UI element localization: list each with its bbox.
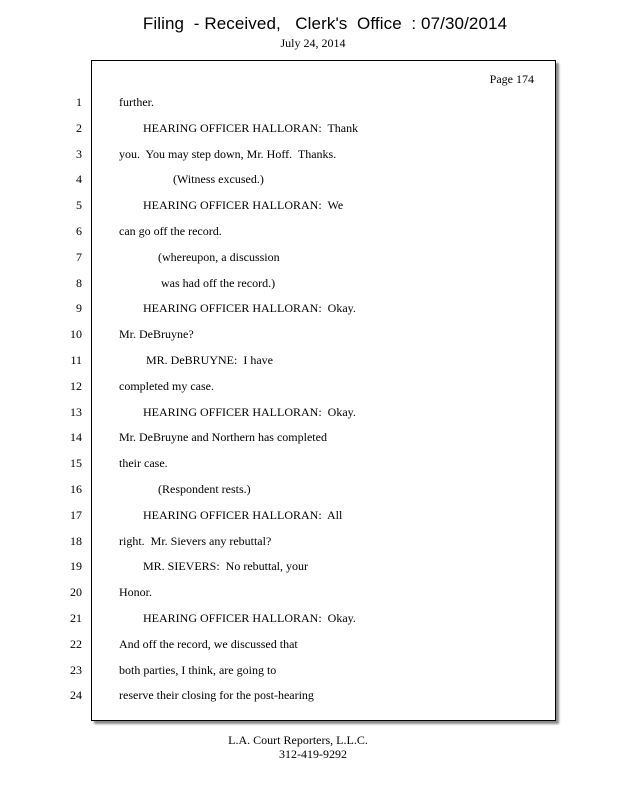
line-number: 16 <box>70 482 82 496</box>
line-number: 21 <box>70 611 82 625</box>
transcript-line-text: was had off the record.) <box>119 276 276 290</box>
transcript-line-text: MR. DeBRUYNE: I have <box>119 353 273 367</box>
transcript-line-text: And off the record, we discussed that <box>119 637 298 651</box>
transcript-line-text: can go off the record. <box>119 224 222 238</box>
line-number: 24 <box>70 688 82 702</box>
line-number: 17 <box>70 508 82 522</box>
line-number: 15 <box>70 456 82 470</box>
line-number: 14 <box>70 430 82 444</box>
court-reporter-phone: 312-419-9292 <box>279 747 347 761</box>
line-number: 6 <box>76 224 82 238</box>
transcript-line-text: right. Mr. Sievers any rebuttal? <box>119 534 272 548</box>
transcript-line-text: HEARING OFFICER HALLORAN: Okay. <box>119 405 356 419</box>
line-number: 23 <box>70 663 82 677</box>
transcript-line-text: Mr. DeBruyne? <box>119 327 194 341</box>
line-number: 1 <box>76 95 82 109</box>
line-number: 18 <box>70 534 82 548</box>
transcript-line-text: MR. SIEVERS: No rebuttal, your <box>119 559 308 573</box>
line-number: 7 <box>76 250 82 264</box>
transcript-line-text: both parties, I think, are going to <box>119 663 277 677</box>
transcript-date: July 24, 2014 <box>280 36 346 50</box>
transcript-line-text: reserve their closing for the post-hearing <box>119 688 314 702</box>
line-number: 3 <box>76 147 82 161</box>
transcript-line-text: (Witness excused.) <box>119 172 264 186</box>
line-number: 2 <box>76 121 82 135</box>
line-number: 13 <box>70 405 82 419</box>
transcript-line-text: Honor. <box>119 585 152 599</box>
transcript-line-text: you. You may step down, Mr. Hoff. Thanks. <box>119 147 337 161</box>
transcript-line-text: HEARING OFFICER HALLORAN: Thank <box>119 121 359 135</box>
page-number: Page 174 <box>489 72 534 86</box>
transcript-line-text: (whereupon, a discussion <box>119 250 280 264</box>
transcript-line-text: Mr. DeBruyne and Northern has completed <box>119 430 327 444</box>
line-number: 11 <box>70 353 82 367</box>
transcript-line-text: their case. <box>119 456 168 470</box>
court-reporter-name: L.A. Court Reporters, L.L.C. <box>228 733 368 747</box>
line-number: 4 <box>76 172 82 186</box>
line-number: 9 <box>76 301 82 315</box>
line-number: 19 <box>70 559 82 573</box>
transcript-line-text: further. <box>119 95 154 109</box>
transcript-line-text: completed my case. <box>119 379 214 393</box>
transcript-line-text: HEARING OFFICER HALLORAN: All <box>119 508 343 522</box>
filing-stamp: Filing - Received, Clerk's Office : 07/30/2014 <box>142 14 508 33</box>
line-number: 12 <box>70 379 82 393</box>
transcript-line-text: HEARING OFFICER HALLORAN: Okay. <box>119 611 356 625</box>
line-number: 20 <box>70 585 82 599</box>
transcript-line-text: (Respondent rests.) <box>119 482 251 496</box>
line-number: 8 <box>76 276 82 290</box>
transcript-line-text: HEARING OFFICER HALLORAN: Okay. <box>119 301 356 315</box>
line-number: 5 <box>76 198 82 212</box>
transcript-line-text: HEARING OFFICER HALLORAN: We <box>119 198 344 212</box>
line-number: 22 <box>70 637 82 651</box>
line-number: 10 <box>70 327 82 341</box>
